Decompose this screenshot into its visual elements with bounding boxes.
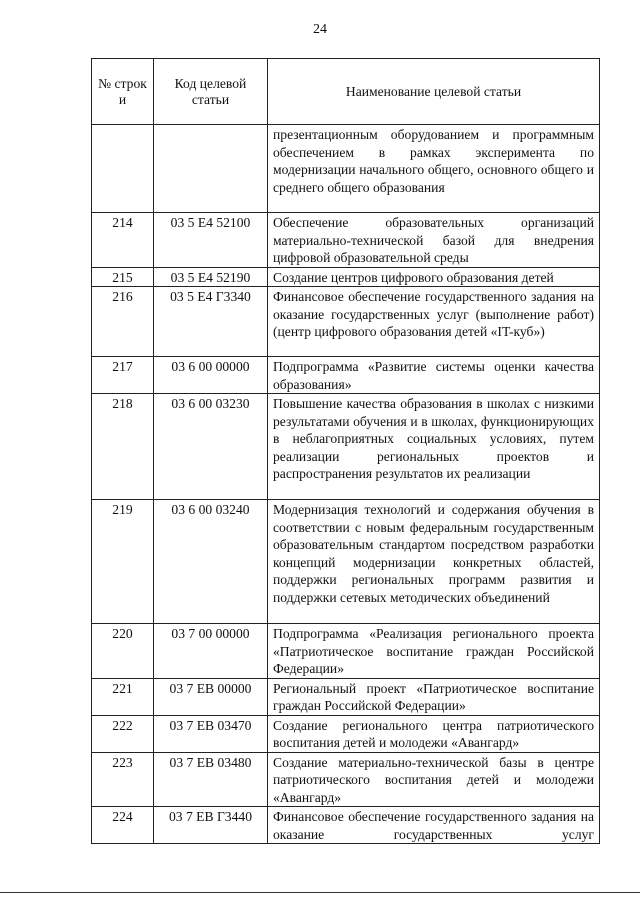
- header-row-number: № строк и: [92, 59, 154, 125]
- target-code: 03 7 EB Г3440: [154, 807, 268, 844]
- target-name: Создание центров цифрового образования детей: [268, 267, 600, 287]
- row-number: 224: [92, 807, 154, 844]
- table-row: [92, 752, 600, 807]
- table-row: [92, 287, 600, 357]
- target-code: 03 7 EB 03480: [154, 752, 268, 807]
- target-name: Подпрограмма «Реализация регионального проекта «Патриотическое воспитание граждан Российской Федерации»: [268, 624, 600, 679]
- row-number: 217: [92, 357, 154, 394]
- table-row: [92, 125, 600, 213]
- target-code: 03 7 EB 00000: [154, 678, 268, 715]
- table-row: [92, 624, 600, 679]
- target-articles-table: [91, 58, 600, 844]
- row-number: 219: [92, 500, 154, 624]
- row-number: 223: [92, 752, 154, 807]
- table-row: [92, 357, 600, 394]
- target-name: презентационным оборудованием и программным обеспечением в рамках эксперимента по модернизации начального общего, основного общего и среднего общего образования: [268, 125, 600, 213]
- row-number: 214: [92, 213, 154, 268]
- target-name: Финансовое обеспечение государственного задания на оказание государственных услуг (выполнение работ) (центр цифрового образования детей «IT-куб»): [268, 287, 600, 357]
- target-name: Создание материально-технической базы в центре патриотического воспитания детей и молодежи «Авангард»: [268, 752, 600, 807]
- target-name: Обеспечение образовательных организаций материально-технической базой для внедрения цифровой образовательной среды: [268, 213, 600, 268]
- target-name: Региональный проект «Патриотическое воспитание граждан Российской Федерации»: [268, 678, 600, 715]
- table-row: [92, 807, 600, 844]
- header-name: Наименование целевой статьи: [268, 59, 600, 125]
- row-number: 220: [92, 624, 154, 679]
- page-number: 24: [313, 22, 327, 37]
- row-number: 215: [92, 267, 154, 287]
- header-code: Код целевой статьи: [154, 59, 268, 125]
- target-code: 03 6 00 03240: [154, 500, 268, 624]
- target-code: 03 6 00 00000: [154, 357, 268, 394]
- target-code: 03 7 00 00000: [154, 624, 268, 679]
- row-number: 221: [92, 678, 154, 715]
- target-code: 03 6 00 03230: [154, 394, 268, 500]
- table-header-row: [92, 59, 600, 125]
- target-code: [154, 125, 268, 213]
- row-number: 222: [92, 715, 154, 752]
- row-number: 216: [92, 287, 154, 357]
- target-code: 03 5 E4 52100: [154, 213, 268, 268]
- table-row: [92, 394, 600, 500]
- table-row: [92, 715, 600, 752]
- target-name: Создание регионального центра патриотического воспитания детей и молодежи «Авангард»: [268, 715, 600, 752]
- target-name: Подпрограмма «Развитие системы оценки качества образования»: [268, 357, 600, 394]
- target-name: Повышение качества образования в школах с низкими результатами обучения и в школах, функционирующих в неблагоприятных социальных условиях, путем реализации региональных проектов и распространения результатов их реализации: [268, 394, 600, 500]
- table-row: [92, 213, 600, 268]
- table-row: [92, 500, 600, 624]
- target-name: Модернизация технологий и содержания обучения в соответствии с новым федеральным государственным образовательным стандартом посредством разработки концепций модернизации конкретных областей, поддержки региональных программ развития и поддержки сетевых методических объединений: [268, 500, 600, 624]
- target-code: 03 5 E4 52190: [154, 267, 268, 287]
- target-code: 03 5 E4 Г3340: [154, 287, 268, 357]
- target-code: 03 7 EB 03470: [154, 715, 268, 752]
- row-number: 218: [92, 394, 154, 500]
- target-name: Финансовое обеспечение государственного задания на оказание государственных услуг: [268, 807, 600, 844]
- row-number: [92, 125, 154, 213]
- table-row: [92, 267, 600, 287]
- page-bottom-rule: [0, 892, 640, 893]
- table-row: [92, 678, 600, 715]
